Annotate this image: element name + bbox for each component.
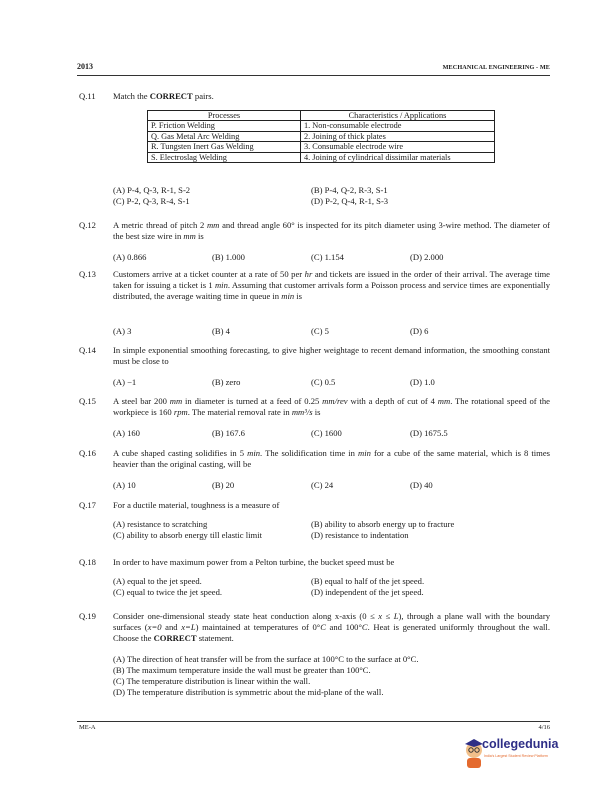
question-text: A metric thread of pitch 2 mm and thread angle 60° is inspected for its pitch diameter using 3-wire method. The diameter of the best size wire in mm is: [113, 220, 550, 241]
question-text: For a ductile material, toughness is a measure of: [113, 500, 280, 510]
option-a: (A) equal to the jet speed.: [113, 576, 202, 586]
question-number: Q.18: [79, 557, 96, 567]
question-13: [79, 269, 550, 301]
option-d: (D) 6: [410, 326, 429, 336]
question-number: Q.12: [79, 220, 96, 230]
option-d: (D) P-2, Q-4, R-1, S-3: [311, 196, 389, 206]
option-c: (C) The temperature distribution is linear within the wall.: [113, 676, 311, 686]
table-header: Processes: [148, 111, 301, 121]
option-b: (B) ability to absorb energy up to fracture: [311, 519, 455, 529]
question-number: Q.15: [79, 396, 96, 406]
question-15: [79, 396, 550, 418]
logo-tagline: India's Largest Student Review Platform: [484, 754, 548, 758]
question-18: [79, 557, 550, 568]
matching-table: [147, 110, 495, 163]
option-d: (D) The temperature distribution is symmetric about the mid-plane of the wall.: [113, 687, 384, 697]
question-16: [79, 448, 550, 470]
option-a: (A) The direction of heat transfer will be from the surface at 100°C to the surface at 0°C.: [113, 654, 419, 664]
question-text: A cube shaped casting solidifies in 5 min. The solidification time in min for a cube of the same material, which is 8 times heavier than the original casting, will be: [113, 448, 550, 469]
logo-wordmark: collegedunia: [482, 737, 559, 751]
option-a: (A) 3: [113, 326, 132, 336]
option-a: (A) P-4, Q-3, R-1, S-2: [113, 185, 191, 195]
question-14: [79, 345, 550, 367]
question-text: Match the CORRECT pairs.: [113, 91, 214, 101]
option-c: (C) 0.5: [311, 377, 336, 387]
question-number: Q.14: [79, 345, 96, 355]
question-number: Q.19: [79, 611, 96, 621]
option-d: (D) 1.0: [410, 377, 435, 387]
table-cell: 1. Non-consumable electrode: [301, 121, 495, 131]
question-number: Q.11: [79, 91, 96, 101]
paper-code: ME-A: [79, 724, 96, 731]
table-row: [148, 131, 495, 141]
option-c: (C) 5: [311, 326, 329, 336]
question-number: Q.13: [79, 269, 96, 279]
table-cell: 4. Joining of cylindrical dissimilar materials: [301, 152, 495, 162]
option-d: (D) 1675.5: [410, 428, 448, 438]
exam-year: 2013: [77, 62, 93, 71]
question-text: In simple exponential smoothing forecasting, to give higher weightage to recent demand information, the smoothing constant must be close to: [113, 345, 550, 366]
option-a: (A) −1: [113, 377, 137, 387]
option-a: (A) resistance to scratching: [113, 519, 208, 529]
option-b: (B) 20: [212, 480, 235, 490]
table-header-row: [148, 111, 495, 121]
question-19: [79, 611, 550, 643]
option-c: (C) 1.154: [311, 252, 344, 262]
table-row: [148, 121, 495, 131]
table-cell: R. Tungsten Inert Gas Welding: [148, 142, 301, 152]
question-text: Customers arrive at a ticket counter at a rate of 50 per hr and tickets are issued in the order of their arrival. The average time taken for issuing a ticket is 1 min. Assuming that customer arrivals form a Poisson process and service times are exponentially distributed, the average waiting time in queue in min is: [113, 269, 551, 301]
option-c: (C) 1600: [311, 428, 342, 438]
table-row: [148, 152, 495, 162]
option-d: (D) independent of the jet speed.: [311, 587, 424, 597]
option-b: (B) 1.000: [212, 252, 245, 262]
table-cell: Q. Gas Metal Arc Welding: [148, 131, 301, 141]
table-cell: P. Friction Welding: [148, 121, 301, 131]
question-11: [79, 91, 550, 102]
option-c: (C) equal to twice the jet speed.: [113, 587, 223, 597]
table-row: [148, 142, 495, 152]
question-number: Q.16: [79, 448, 96, 458]
option-c: (C) ability to absorb energy till elastic limit: [113, 530, 263, 540]
option-b: (B) zero: [212, 377, 241, 387]
option-c: (C) 24: [311, 480, 334, 490]
option-b: (B) The maximum temperature inside the wall must be greater than 100°C.: [113, 665, 371, 675]
question-text: A steel bar 200 mm in diameter is turned at a feed of 0.25 mm/rev with a depth of cut of 4 mm. The rotational speed of the workpiece is 160 rpm. The material removal rate in mm³/s is: [113, 396, 550, 417]
question-12: [79, 220, 550, 242]
footer-divider: [77, 721, 550, 722]
question-text: In order to have maximum power from a Pelton turbine, the bucket speed must be: [113, 557, 395, 567]
question-number: Q.17: [79, 500, 96, 510]
page-number: 4/16: [538, 724, 550, 731]
table-header: Characteristics / Applications: [301, 111, 495, 121]
table-cell: 2. Joining of thick plates: [301, 131, 495, 141]
option-b: (B) 4: [212, 326, 230, 336]
question-text: Consider one-dimensional steady state heat conduction along x-axis (0 ≤ x ≤ L), through a plane wall with the boundary surfaces (x=0 and x=L) maintained at temperatures of 0°C and 100°C. Heat is generated uniformly throughout the wall. Choose the CORRECT statement.: [113, 611, 550, 643]
option-a: (A) 10: [113, 480, 136, 490]
table-cell: S. Electroslag Welding: [148, 152, 301, 162]
option-a: (A) 0.866: [113, 252, 147, 262]
table-cell: 3. Consumable electrode wire: [301, 142, 495, 152]
option-b: (B) 167.6: [212, 428, 245, 438]
option-c: (C) P-2, Q-3, R-4, S-1: [113, 196, 190, 206]
option-b: (B) P-4, Q-2, R-3, S-1: [311, 185, 388, 195]
option-d: (D) 40: [410, 480, 433, 490]
option-d: (D) 2.000: [410, 252, 444, 262]
question-17: [79, 500, 550, 511]
header-divider: [77, 75, 550, 76]
option-a: (A) 160: [113, 428, 140, 438]
exam-subject: MECHANICAL ENGINEERING - ME: [442, 64, 550, 71]
option-d: (D) resistance to indentation: [311, 530, 409, 540]
option-b: (B) equal to half of the jet speed.: [311, 576, 425, 586]
